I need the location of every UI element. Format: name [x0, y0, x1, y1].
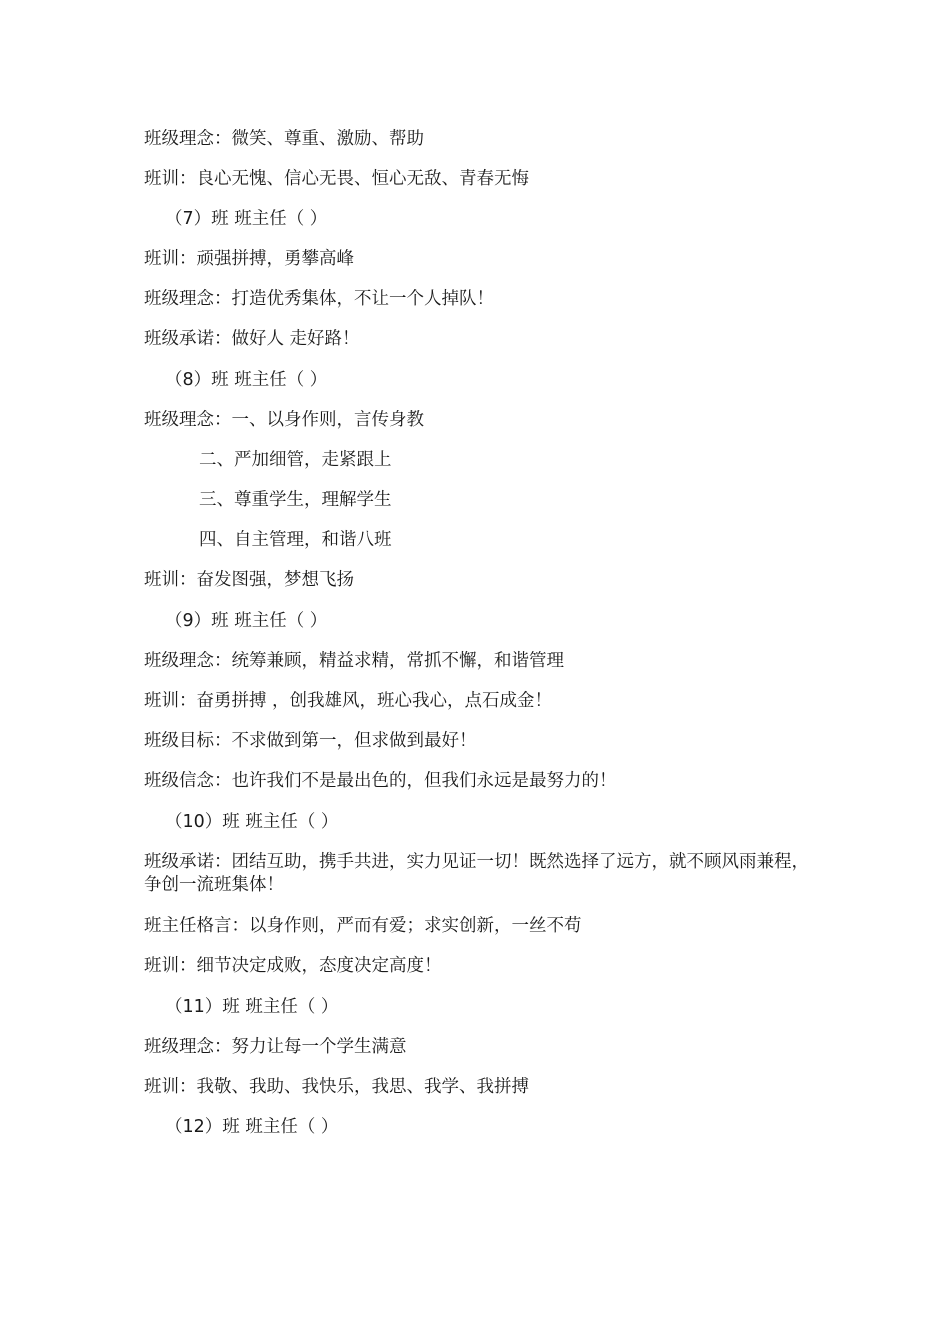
class-10-motto: 班训：细节决定成败，态度决定高度！: [144, 956, 442, 976]
class-10-heading: （10）班 班主任（ ）: [165, 812, 339, 832]
class-7-heading: （7）班 班主任（ ）: [165, 209, 328, 229]
class-philosophy-line: 班级理念：微笑、尊重、激励、帮助: [144, 129, 424, 149]
class-8-heading: （8）班 班主任（ ）: [165, 370, 328, 390]
class-8-philosophy: 班级理念：一、以身作则，言传身教: [144, 410, 424, 430]
class-7-philosophy: 班级理念：打造优秀集体，不让一个人掉队！: [144, 289, 494, 309]
class-9-motto: 班训：奋勇拼搏 ，创我雄风，班心我心，点石成金！: [144, 691, 553, 711]
class-9-philosophy: 班级理念：统筹兼顾，精益求精，常抓不懈，和谐管理: [144, 651, 564, 671]
class-10-teacher-motto: 班主任格言：以身作则，严而有爱；求实创新，一丝不苟: [144, 916, 582, 936]
class-11-heading: （11）班 班主任（ ）: [165, 997, 339, 1017]
class-8-philosophy-item-4: 四、自主管理，和谐八班: [199, 530, 392, 550]
class-motto-line: 班训：良心无愧、信心无畏、恒心无敌、青春无悔: [144, 169, 529, 189]
class-10-promise: 班级承诺：团结互助，携手共进，实力见证一切！既然选择了远方，就不顾风雨兼程，争创一流班集体！: [144, 852, 809, 895]
class-8-motto: 班训：奋发图强，梦想飞扬: [144, 570, 354, 590]
class-8-philosophy-item-2: 二、严加细管，走紧跟上: [199, 450, 392, 470]
class-9-goal: 班级目标：不求做到第一，但求做到最好！: [144, 731, 477, 751]
class-7-promise: 班级承诺：做好人 走好路！: [144, 329, 360, 349]
class-12-heading: （12）班 班主任（ ）: [165, 1117, 339, 1137]
class-9-belief: 班级信念：也许我们不是最出色的，但我们永远是最努力的！: [144, 771, 617, 791]
class-7-motto: 班训：顽强拼搏，勇攀高峰: [144, 249, 354, 269]
class-9-heading: （9）班 班主任（ ）: [165, 611, 328, 631]
class-8-philosophy-item-3: 三、尊重学生，理解学生: [199, 490, 392, 510]
class-11-motto: 班训：我敬、我助、我快乐，我思、我学、我拼搏: [144, 1077, 529, 1097]
class-11-philosophy: 班级理念：努力让每一个学生满意: [144, 1037, 407, 1057]
